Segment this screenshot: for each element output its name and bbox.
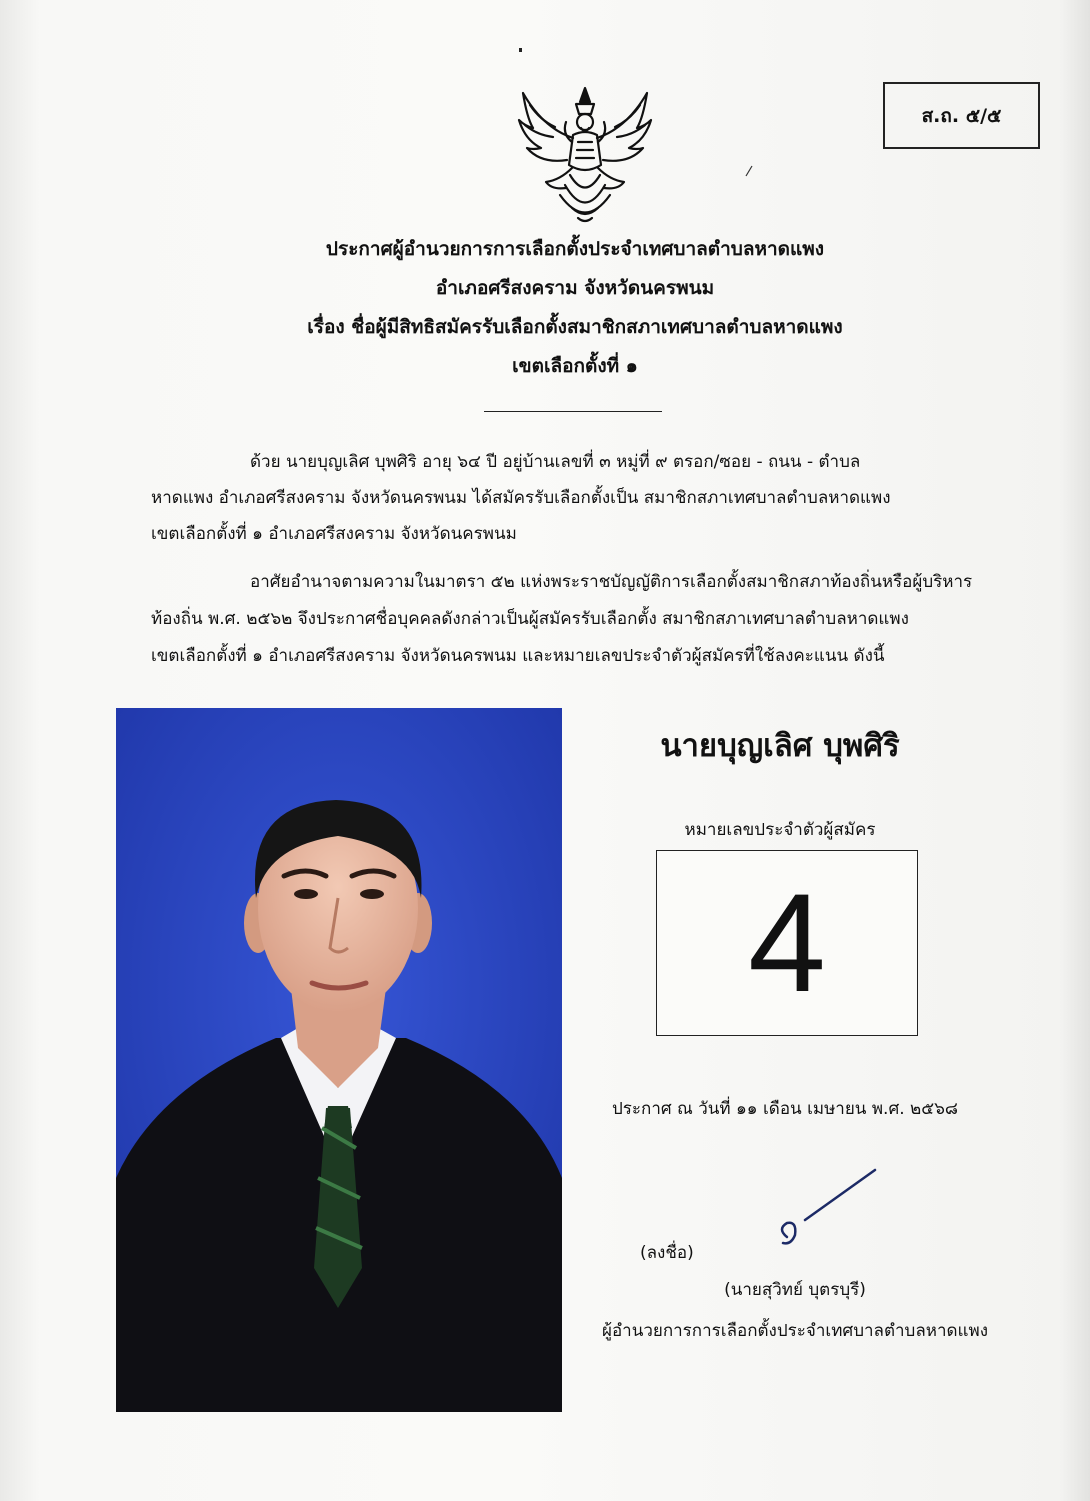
signer-title: ผู้อำนวยการการเลือกตั้งประจำเทศบาลตำบลหาดแพง: [601, 1321, 989, 1341]
heading-line-1: ประกาศผู้อำนวยการการเลือกตั้งประจำเทศบาลตำบลหาดแพง: [325, 238, 825, 260]
form-code-box: [883, 82, 1040, 149]
heading-divider: [484, 411, 662, 412]
garuda-emblem-icon: [510, 80, 660, 230]
stray-pen-mark: [745, 165, 753, 177]
candidate-name: นายบุญเลิศ บุพศิริ: [660, 728, 900, 764]
ink-dot: [519, 48, 522, 52]
candidate-number-caption: หมายเลขประจำตัวผู้สมัคร: [684, 820, 876, 840]
signer-name: (นายสุวิทย์ บุตรบุรี): [724, 1280, 866, 1300]
candidate-photo: [116, 708, 562, 1412]
paragraph-1-line-2: หาดแพง อำเภอศรีสงคราม จังหวัดนครพนม ได้สมัครรับเลือกตั้งเป็น สมาชิกสภาเทศบาลตำบลหาดแพง: [151, 488, 891, 508]
paragraph-1-line-1: ด้วย นายบุญเลิศ บุพศิริ อายุ ๖๔ ปี อยู่บ้านเลขที่ ๓ หมู่ที่ ๙ ตรอก/ซอย - ถนน - ตำบล: [250, 452, 861, 472]
candidate-number-box: [656, 850, 918, 1036]
sign-label: (ลงชื่อ): [640, 1243, 694, 1263]
heading-line-2: อำเภอศรีสงคราม จังหวัดนครพนม: [435, 277, 715, 299]
form-code: ส.ถ. ๕/๕: [921, 104, 1002, 127]
paragraph-1-line-3: เขตเลือกตั้งที่ ๑ อำเภอศรีสงคราม จังหวัดนครพนม: [151, 524, 517, 544]
heading-line-4: เขตเลือกตั้งที่ ๑: [512, 355, 638, 377]
handwritten-signature: [765, 1165, 885, 1255]
paragraph-2-line-1: อาศัยอำนาจตามความในมาตรา ๕๒ แห่งพระราชบัญญัติการเลือกตั้งสมาชิกสภาท้องถิ่นหรือผู้บริหาร: [250, 572, 973, 592]
announcement-date: ประกาศ ณ วันที่ ๑๑ เดือน เมษายน พ.ศ. ๒๕๖๘: [611, 1099, 959, 1119]
candidate-number: 4: [748, 864, 826, 1021]
paragraph-2-line-2: ท้องถิ่น พ.ศ. ๒๕๖๒ จึงประกาศชื่อบุคคลดังกล่าวเป็นผู้สมัครรับเลือกตั้ง สมาชิกสภาเทศบาลตำบลหาดแพง: [151, 609, 909, 629]
heading-line-3: เรื่อง ชื่อผู้มีสิทธิสมัครรับเลือกตั้งสมาชิกสภาเทศบาลตำบลหาดแพง: [307, 316, 843, 338]
paragraph-2-line-3: เขตเลือกตั้งที่ ๑ อำเภอศรีสงคราม จังหวัดนครพนม และหมายเลขประจำตัวผู้สมัครที่ใช้ลงคะแนน ดังนี้: [151, 646, 885, 666]
